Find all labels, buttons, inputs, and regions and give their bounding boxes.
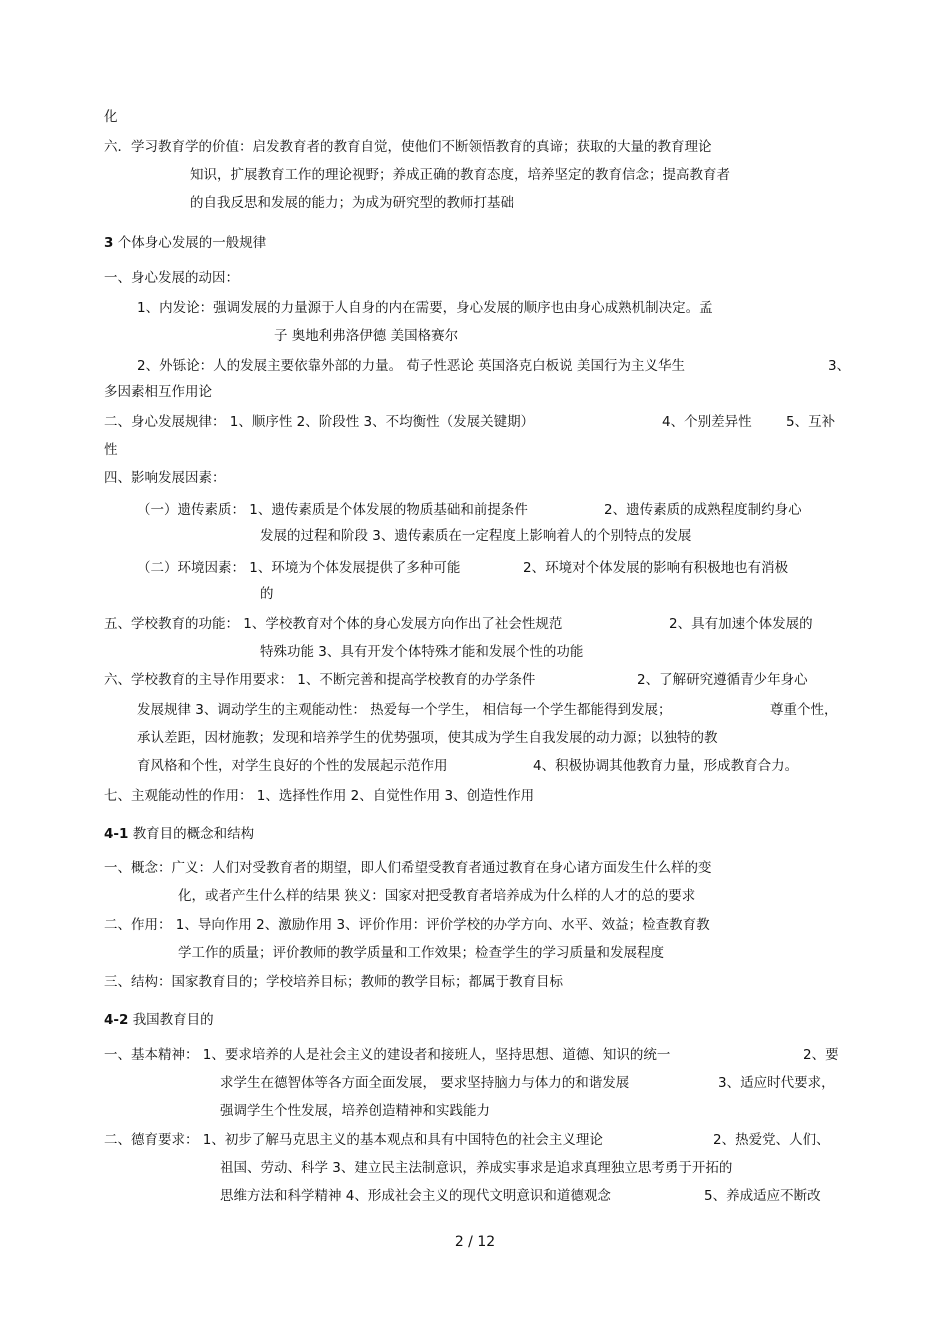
text-line: 一、基本精神： 1、要求培养的人是社会主义的建设者和接班人，坚持思想、道德、知识的统一	[104, 1047, 671, 1063]
text-line: 五、学校教育的功能： 1、学校教育对个体的身心发展方向作出了社会性规范	[104, 616, 563, 632]
text-line: 思维方法和科学精神 4、形成社会主义的现代文明意识和道德观念	[220, 1188, 611, 1204]
text-line: 5、互补	[786, 414, 836, 430]
text-line: 尊重个性，	[770, 702, 838, 718]
section-title: 个体身心发展的一般规律	[117, 235, 267, 251]
section-heading	[104, 824, 254, 844]
text-line: 知识，扩展教育工作的理论视野；养成正确的教育态度，培养坚定的教育信念；提高教育者	[190, 167, 730, 183]
text-line: 发展规律 3、调动学生的主观能动性： 热爱每一个学生， 相信每一个学生都能得到发展；	[137, 702, 672, 718]
text-line: 二、德育要求： 1、初步了解马克思主义的基本观点和具有中国特色的社会主义理论	[104, 1132, 603, 1148]
text-line: 3、适应时代要求，	[718, 1075, 835, 1091]
section-title: 我国教育目的	[132, 1012, 214, 1028]
text-line: 特殊功能 3、具有开发个体特殊才能和发展个性的功能	[260, 644, 584, 660]
text-line: 3、	[828, 358, 851, 374]
text-line: 的自我反思和发展的能力；为成为研究型的教师打基础	[190, 195, 514, 211]
text-line: 六．学习教育学的价值：启发教育者的教育自觉，使他们不断领悟教育的真谛；获取的大量的教育理论	[104, 139, 712, 155]
text-line: 祖国、劳动、科学 3、建立民主法制意识，养成实事求是追求真理独立思考勇于开拓的	[220, 1160, 733, 1176]
text-line: 一、身心发展的动因：	[104, 270, 239, 286]
text-line: 发展的过程和阶段 3、遗传素质在一定程度上影响着人的个别特点的发展	[260, 528, 692, 544]
text-line: （一）遗传素质： 1、遗传素质是个体发展的物质基础和前提条件	[137, 502, 528, 518]
text-line: 5、养成适应不断改	[704, 1188, 821, 1204]
text-line: 一、概念：广义：人们对受教育者的期望，即人们希望受教育者通过教育在身心诸方面发生什么样的变	[104, 860, 712, 876]
section-heading	[104, 1010, 214, 1030]
page-number: 2 / 12	[454, 1234, 496, 1250]
text-line: （二）环境因素： 1、环境为个体发展提供了多种可能	[137, 560, 461, 576]
section-title: 教育目的概念和结构	[132, 826, 255, 842]
text-line: 求学生在德智体等各方面全面发展， 要求坚持脑力与体力的和谐发展	[220, 1075, 630, 1091]
text-line: 强调学生个性发展，培养创造精神和实践能力	[220, 1103, 490, 1119]
text-line: 4、积极协调其他教育力量，形成教育合力。	[533, 758, 799, 774]
text-line: 二、身心发展规律： 1、顺序性 2、阶段性 3、不均衡性（发展关键期）	[104, 414, 535, 430]
text-line: 七、主观能动性的作用： 1、选择性作用 2、自觉性作用 3、创造性作用	[104, 788, 535, 804]
text-line: 化	[104, 109, 118, 125]
text-line: 六、学校教育的主导作用要求： 1、不断完善和提高学校教育的办学条件	[104, 672, 536, 688]
text-line: 多因素相互作用论	[104, 384, 212, 400]
text-line: 三、结构：国家教育目的；学校培养目标；教师的教学目标；都属于教育目标	[104, 974, 563, 990]
section-number: 4-1	[104, 826, 129, 842]
text-line: 性	[104, 442, 118, 458]
text-line: 学工作的质量；评价教师的教学质量和工作效果；检查学生的学习质量和发展程度	[178, 945, 664, 961]
text-line: 2、了解研究遵循青少年身心	[637, 672, 808, 688]
text-line: 育风格和个性，对学生良好的个性的发展起示范作用	[137, 758, 448, 774]
text-line: 承认差距，因材施教；发现和培养学生的优势强项，使其成为学生自我发展的动力源；以独特的教	[137, 730, 718, 746]
text-line: 化，或者产生什么样的结果 狭义：国家对把受教育者培养成为什么样的人才的总的要求	[178, 888, 696, 904]
text-line: 2、热爱党、人们、	[713, 1132, 830, 1148]
text-line: 2、环境对个体发展的影响有积极地也有消极	[523, 560, 789, 576]
text-line: 4、个别差异性	[662, 414, 752, 430]
text-line: 2、要	[803, 1047, 839, 1063]
section-heading	[104, 233, 266, 253]
text-line: 2、外铄论：人的发展主要依靠外部的力量。 荀子性恶论 英国洛克白板说 美国行为主义华生	[137, 358, 685, 374]
section-number: 3	[104, 235, 114, 251]
text-line: 子 奥地利弗洛伊德 美国格赛尔	[274, 328, 459, 344]
section-number: 4-2	[104, 1012, 129, 1028]
text-line: 四、影响发展因素：	[104, 470, 226, 486]
text-line: 的	[260, 586, 274, 602]
text-line: 1、内发论：强调发展的力量源于人自身的内在需要，身心发展的顺序也由身心成熟机制决定。孟	[137, 300, 713, 316]
text-line: 二、作用： 1、导向作用 2、激励作用 3、评价作用：评价学校的办学方向、水平、效益；检查教育教	[104, 917, 710, 933]
text-line: 2、遗传素质的成熟程度制约身心	[604, 502, 802, 518]
text-line: 2、具有加速个体发展的	[669, 616, 813, 632]
